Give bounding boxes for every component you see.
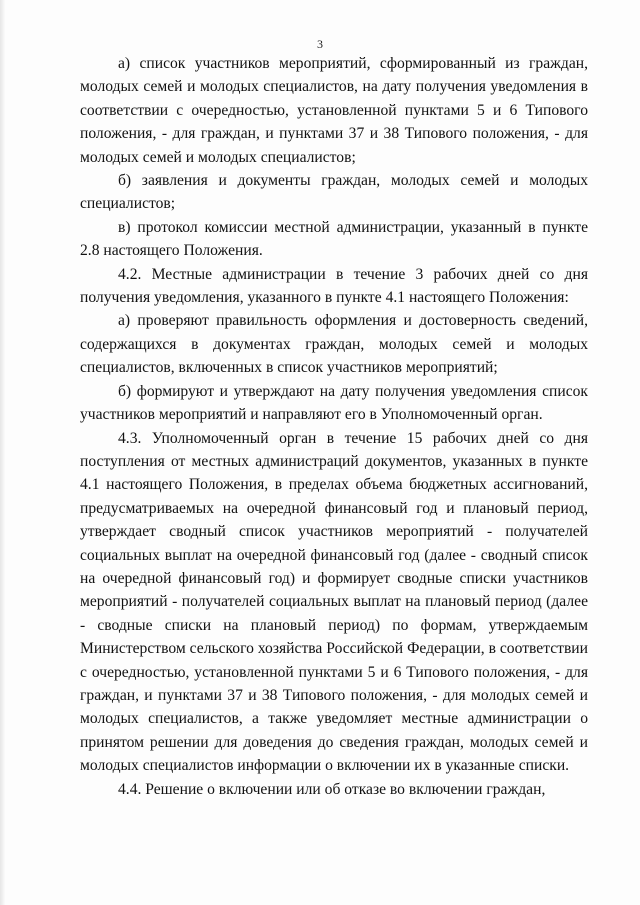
document-body bbox=[80, 52, 588, 801]
paragraph-4-2-b: б) формируют и утверждают на дату получения уведомления список участников мероприятий и направляют его в Уполномоченный орган. bbox=[80, 382, 588, 424]
paragraph-item-v: в) протокол комиссии местной администрации, указанный в пункте 2.8 настоящего Положения. bbox=[80, 218, 588, 260]
paragraph-4-2-a: а) проверяют правильность оформления и достоверность сведений, содержащихся в документах граждан, молодых семей и молодых специалистов, включенных в список участников мероприятий; bbox=[80, 312, 588, 377]
paragraph-item-b: б) заявления и документы граждан, молодых семей и молодых специалистов; bbox=[80, 172, 588, 213]
paragraph-item-a: а) список участников мероприятий, сформированный из граждан, молодых семей и молодых специалистов, на дату получения уведомления в соответствии с очередностью, установленной пунктами 5 и 6 Типового положения, - для граждан, и пунктами 37 и 38 Типового положения, - для молодых семей и молодых специалистов; bbox=[80, 55, 588, 166]
paragraph-4-2: 4.2. Местные администрации в течение 3 рабочих дней со дня получения уведомления, указанного в пункте 4.1 настоящего Положения: bbox=[80, 265, 588, 307]
paragraph-4-4: 4.4. Решение о включении или об отказе во включении граждан, bbox=[118, 780, 546, 798]
paragraph-4-3: 4.3. Уполномоченный орган в течение 15 рабочих дней со дня поступления от местных администраций документов, указанных в пункте 4.1 настоящего Положения, в пределах объема бюджетных ассигнований, предусматриваемых на очередной финансовый год и плановый период, утверждает сводный список участников мероприятий - получателей социальных выплат на очередной финансовый год (далее - сводный список на очередной финансовый год) и формирует сводные списки участников мероприятий - получателей социальных выплат на плановый период (далее - сводные списки на плановый период) по формам, утверждаемым Министерством сельского хозяйства Российской Федерации, в соответствии с очередностью, установленной пунктами 5 и 6 Типового положения, - для граждан, и пунктами 37 и 38 Типового положения, - для молодых семей и молодых специалистов, а также уведомляет местные администрации о принятом решении для доведения до сведения граждан, молодых семей и молодых специалистов информации о включении их в указанные списки. bbox=[80, 429, 588, 775]
scan-edge bbox=[0, 0, 5, 905]
page-number: 3 bbox=[317, 37, 323, 51]
